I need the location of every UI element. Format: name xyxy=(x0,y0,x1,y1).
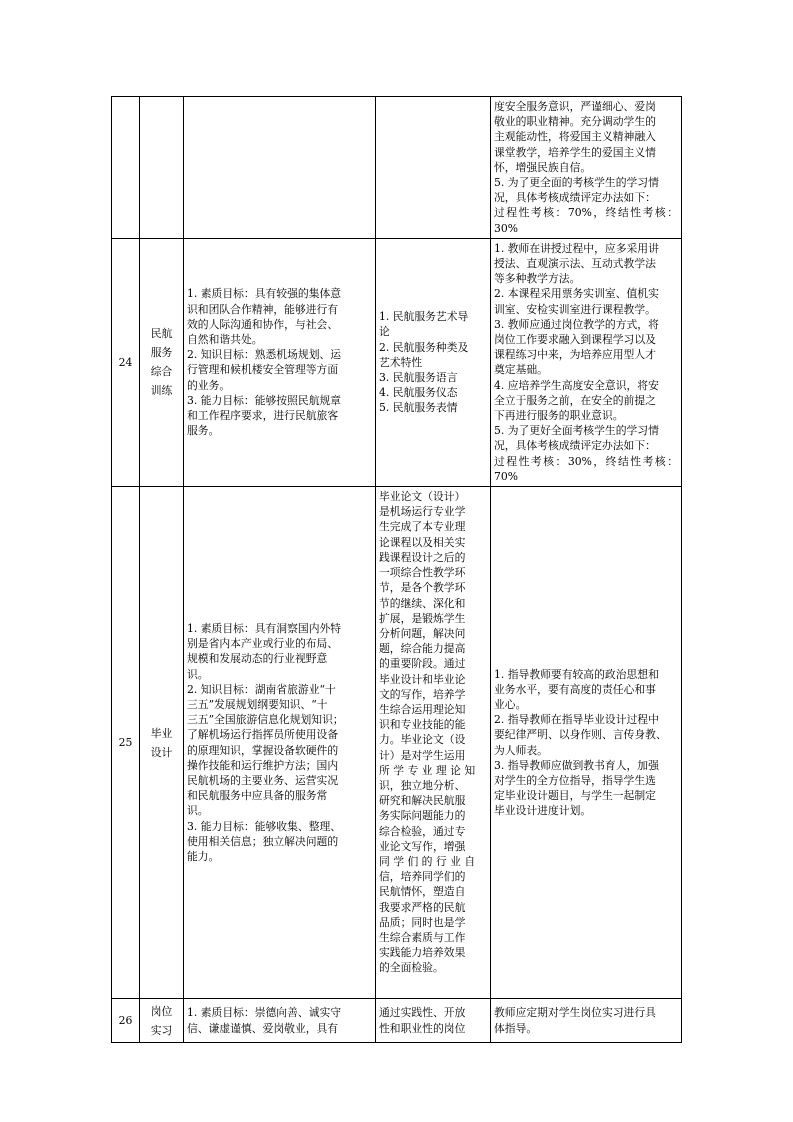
row-number-cell: 26 xyxy=(112,999,140,1043)
goal-line: 使用相关信息；独立解决问题的 xyxy=(187,834,339,848)
row-number-cell: 25 xyxy=(112,487,140,999)
course-name-line: 民航 xyxy=(150,327,173,341)
goal-line: 规模和发展动态的行业视野意 xyxy=(187,652,328,666)
content-line: 品质；同时也是学 xyxy=(379,915,466,929)
course-name-cell xyxy=(140,238,184,486)
requirement-line: 业务水平，要有高度的责任心和事 xyxy=(494,682,656,696)
goal-line: 服务。 xyxy=(187,424,220,438)
goal-line: 信、谦虚谨慎、爱岗敬业，具有 xyxy=(187,1021,339,1035)
content-line: 毕业设计和毕业论 xyxy=(379,672,466,686)
content-line: 务实际问题能力的 xyxy=(379,809,466,823)
goal-line: 3. 能力目标：能够按照民航规章 xyxy=(187,393,342,407)
table-row xyxy=(112,238,682,486)
requirement-line: 课程练习中来，为培养应用型人才 xyxy=(494,348,656,362)
goal-line: 能力。 xyxy=(187,850,220,863)
content-line: 分析问题，解决问 xyxy=(379,626,466,640)
requirement-line: 4. 应培养学生高度安全意识，将安 xyxy=(494,378,659,392)
goal-line: 3. 能力目标：能够收集、整理、 xyxy=(187,819,342,833)
content-line: 论课程以及相关实 xyxy=(379,535,466,549)
course-name-cell xyxy=(140,487,184,999)
requirement-line: 教师应定期对学生岗位实习进行具 xyxy=(494,1006,656,1020)
goal-line: 的业务。 xyxy=(187,378,231,392)
content-line: 2. 民航服务种类及 xyxy=(379,340,469,354)
requirement-line: 2. 本课程采用票务实训室、值机实 xyxy=(494,287,659,301)
content-line: 是机场运行专业学 xyxy=(379,505,466,519)
requirement-line: 况，具体考核成绩评定办法如下： xyxy=(494,439,656,453)
content-line: 计）是对学生运用 xyxy=(379,748,466,762)
requirement-line: 定毕业设计题目，与学生一起制定 xyxy=(494,789,656,803)
goal-line: 行管理和候机楼安全管理等方面 xyxy=(187,363,339,377)
content-line: 毕业论文（设计） xyxy=(379,490,466,504)
content-line: 节，是各个教学环 xyxy=(379,581,466,595)
requirement-line: 1. 教师在讲授过程中，应多采用讲 xyxy=(494,241,659,255)
table-row xyxy=(112,487,682,999)
goal-line: 和工作程序要求，进行民航旅客 xyxy=(187,409,339,423)
content-line: 民航情怀，塑造自 xyxy=(379,885,466,899)
requirement-line: 岗位工作要求融入到课程学习以及 xyxy=(494,333,656,347)
course-name-cell xyxy=(140,97,184,239)
content-cell xyxy=(376,97,491,239)
course-name-cell xyxy=(140,999,184,1043)
goal-line: 民航机场的主要业务、运营实况 xyxy=(187,773,339,787)
requirements-cell xyxy=(491,97,682,239)
content-line: 研究和解决民航服 xyxy=(379,794,466,808)
content-line: 文的写作，培养学 xyxy=(379,687,466,701)
content-line: 业论文写作，增强 xyxy=(379,839,466,853)
table-row xyxy=(112,97,682,239)
goal-line: 三五”发展规划纲要知识、“十 xyxy=(187,697,328,711)
goal-line: 2. 知识目标：湖南省旅游业“十 xyxy=(187,682,336,696)
course-table xyxy=(111,96,682,1043)
goals-cell xyxy=(184,487,376,999)
requirement-line: 5. 为了更全面的考核学生的学习情 xyxy=(494,176,659,190)
requirements-cell xyxy=(491,999,682,1043)
requirement-line: 等多种教学方法。 xyxy=(494,272,581,286)
goal-line: 自然和谐共处。 xyxy=(187,333,263,347)
requirement-line: 2. 指导教师在指导毕业设计过程中 xyxy=(494,713,659,727)
course-name-line: 毕业 xyxy=(150,726,173,740)
goal-line: 别是省内本产业或行业的布局、 xyxy=(187,637,339,651)
content-line: 践课程设计之后的 xyxy=(379,550,466,564)
table-row xyxy=(112,999,682,1043)
requirement-line: 过程性考核：70%，终结性考核：30% xyxy=(494,206,678,235)
goal-line: 三五”全国旅游信息化规划知识； xyxy=(187,713,344,727)
goal-line: 和民航服务中应具备的服务常 xyxy=(187,789,328,803)
requirement-line: 要纪律严明、以身作则、言传身教、 xyxy=(494,728,667,742)
requirement-line: 敬业的职业精神。充分调动学生的 xyxy=(494,115,656,129)
content-line: 实践能力培养效果 xyxy=(379,946,466,960)
content-line: 3. 民航服务语言 xyxy=(379,371,458,385)
goal-line: 识。 xyxy=(187,804,209,818)
goal-line: 效的人际沟通和协作，与社会、 xyxy=(187,317,339,331)
goal-line: 1. 素质目标：具有洞察国内外特 xyxy=(187,621,342,635)
requirement-line: 况，具体考核成绩评定办法如下： xyxy=(494,191,656,205)
goal-line: 了解机场运行指挥员所使用设备 xyxy=(187,728,339,742)
requirement-line: 1. 指导教师要有较高的政治思想和 xyxy=(494,667,659,681)
content-line: 我要求严格的民航 xyxy=(379,900,466,914)
requirement-line: 度安全服务意识，严谨细心、爱岗 xyxy=(494,100,656,113)
content-line: 所 学 专 业 理 论 知 xyxy=(379,763,476,777)
goal-line: 识。 xyxy=(187,667,209,681)
requirement-line: 对学生的全方位指导，指导学生选 xyxy=(494,773,656,787)
content-line: 通过实践性、开放 xyxy=(379,1006,466,1020)
requirements-cell xyxy=(491,238,682,486)
requirement-line: 毕业设计进度计划。 xyxy=(494,804,592,818)
content-cell xyxy=(376,487,491,999)
goal-line: 2. 知识目标：熟悉机场规划、运 xyxy=(187,348,342,362)
content-line: 生综合运用理论知 xyxy=(379,702,466,716)
content-cell xyxy=(376,999,491,1043)
goals-cell xyxy=(184,97,376,239)
content-line: 同 学 们 的 行 业 自 xyxy=(379,854,476,868)
requirements-cell xyxy=(491,487,682,999)
course-name-line: 综合 xyxy=(150,365,173,379)
requirement-line: 过程性考核：30%，终结性考核：70% xyxy=(494,454,678,483)
content-line: 5. 民航服务表情 xyxy=(379,401,458,415)
content-line: 识，独立地分析、 xyxy=(379,778,466,792)
goal-line: 的原理知识，掌握设备软硬件的 xyxy=(187,743,339,757)
content-line: 扩展，是锻炼学生 xyxy=(379,611,466,625)
course-name-line: 设计 xyxy=(150,745,173,759)
content-line: 性和职业性的岗位 xyxy=(379,1021,466,1035)
requirement-line: 体指导。 xyxy=(494,1021,538,1035)
row-number-cell: 24 xyxy=(112,238,140,486)
goal-line: 1. 素质目标：崇德向善、诚实守 xyxy=(187,1006,342,1020)
content-line: 生完成了本专业理 xyxy=(379,520,466,534)
requirement-line: 奠定基础。 xyxy=(494,363,548,377)
goals-cell xyxy=(184,999,376,1043)
course-name-line: 训练 xyxy=(150,384,173,398)
requirement-line: 课堂教学，培养学生的爱国主义情 xyxy=(494,145,656,159)
goal-line: 识和团队合作精神，能够进行有 xyxy=(187,302,339,316)
goals-cell xyxy=(184,238,376,486)
row-number-cell xyxy=(112,97,140,239)
content-line: 论 xyxy=(379,325,390,339)
content-line: 的全面检验。 xyxy=(379,961,444,975)
content-line: 4. 民航服务仪态 xyxy=(379,386,458,400)
goal-line: 1. 素质目标：具有较强的集体意 xyxy=(187,287,342,301)
requirement-line: 3. 教师应通过岗位教学的方式，将 xyxy=(494,317,659,331)
content-line: 力。毕业论文（设 xyxy=(379,733,466,747)
requirement-line: 主观能动性，将爱国主义精神融入 xyxy=(494,130,656,144)
content-line: 节的继续、深化和 xyxy=(379,596,466,610)
goal-line: 操作技能和运行维护方法；国内 xyxy=(187,758,339,772)
requirement-line: 训室、安检实训室进行课程教学。 xyxy=(494,302,656,316)
requirement-line: 授法、直观演示法、互动式教学法 xyxy=(494,257,656,271)
requirement-line: 为人师表。 xyxy=(494,743,548,757)
content-line: 题，综合能力提高 xyxy=(379,642,466,656)
content-line: 艺术特性 xyxy=(379,355,423,369)
content-line: 信，培养同学们的 xyxy=(379,870,466,884)
requirement-line: 全立于服务之前，在安全的前提之 xyxy=(494,393,656,407)
course-name-line: 服务 xyxy=(150,346,173,360)
requirement-line: 5. 为了更好全面考核学生的学习情 xyxy=(494,424,659,438)
course-name-line: 岗位 xyxy=(150,1004,173,1018)
content-cell xyxy=(376,238,491,486)
requirement-line: 怀，增强民族自信。 xyxy=(494,160,592,174)
content-line: 生综合素质与工作 xyxy=(379,930,466,944)
requirement-line: 业心。 xyxy=(494,697,527,711)
content-line: 1. 民航服务艺术导 xyxy=(379,310,469,324)
content-line: 综合检验，通过专 xyxy=(379,824,466,838)
course-name-line: 实习 xyxy=(150,1023,173,1037)
content-line: 一项综合性教学环 xyxy=(379,566,466,580)
requirement-line: 3. 指导教师应做到教书育人，加强 xyxy=(494,758,659,772)
requirement-line: 下再进行服务的职业意识。 xyxy=(494,409,624,423)
content-line: 的重要阶段。通过 xyxy=(379,657,466,671)
content-line: 识和专业技能的能 xyxy=(379,718,466,732)
